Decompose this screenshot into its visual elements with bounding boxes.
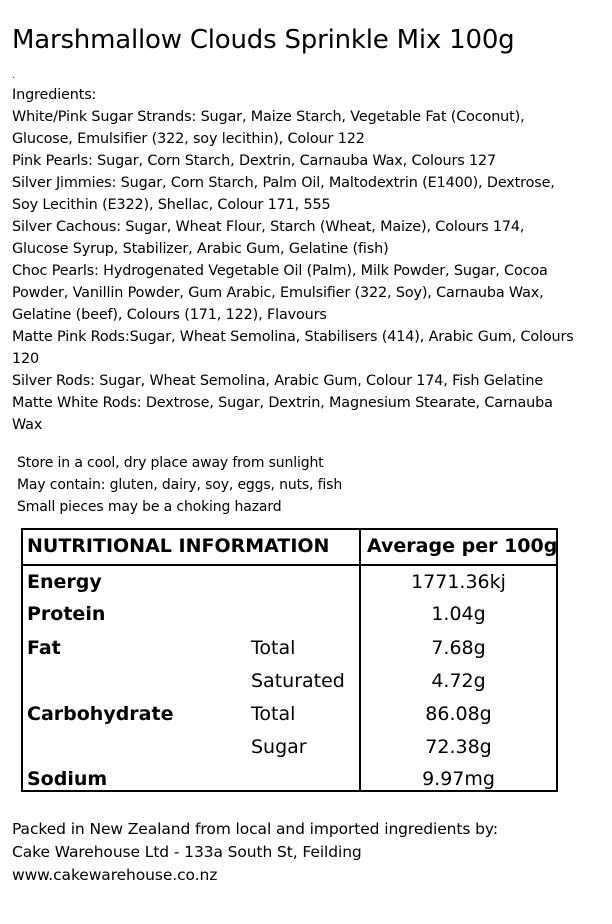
nutrition-row-carbohydrate-sugar [23,731,556,764]
allergen-line: May contain: gluten, dairy, soy, eggs, nuts, fish [17,477,343,493]
nutrition-row-energy [23,566,556,599]
product-title: Marshmallow Clouds Sprinkle Mix 100g [12,25,515,55]
nutrition-row-fat-total [23,632,556,665]
ingredient-line: 120 [12,351,40,367]
ingredient-line: Matte Pink Rods:Sugar, Wheat Semolina, Stabilisers (414), Arabic Gum, Colours [12,329,574,345]
nutrition-table [21,528,558,792]
storage-warnings [17,452,342,518]
nutrition-row-sodium [23,763,556,796]
storage-line: Store in a cool, dry place away from sunlight [17,455,324,471]
website-url: www.cakewarehouse.co.nz [12,866,218,884]
ingredients-section [12,84,597,436]
packed-in-line: Packed in New Zealand from local and imported ingredients by: [12,820,498,838]
ingredient-line: Glucose Syrup, Stabilizer, Arabic Gum, Gelatine (fish) [12,241,389,257]
nutrient-value: 1771.36kj [411,571,506,593]
nutrition-row-fat-saturated [23,665,556,698]
ingredient-line: Matte White Rods: Dextrose, Sugar, Dextrin, Magnesium Stearate, Carnauba [12,395,553,411]
company-address: Cake Warehouse Ltd - 133a South St, Feilding [12,843,362,861]
nutrition-header-row [23,530,556,566]
ingredient-line: Choc Pearls: Hydrogenated Vegetable Oil (Palm), Milk Powder, Sugar, Cocoa [12,263,548,279]
ingredient-line: Pink Pearls: Sugar, Corn Starch, Dextrin, Carnauba Wax, Colours 127 [12,153,497,169]
nutrient-label: Carbohydrate [27,703,174,725]
nutrient-value: 4.72g [431,670,486,692]
nutrition-row-carbohydrate-total [23,698,556,731]
ingredient-line: Powder, Vanillin Powder, Gum Arabic, Emulsifier (322, Soy), Carnauba Wax, [12,285,544,301]
nutrient-sublabel: Saturated [251,670,345,692]
ingredient-line: Wax [12,417,43,433]
choking-warning: Small pieces may be a choking hazard [17,499,282,515]
nutrient-value: 7.68g [431,637,486,659]
nutrition-header-per100g: Average per 100g [367,535,558,557]
nutrient-label: Sodium [27,768,108,790]
nutrient-label: Fat [27,637,61,659]
ingredient-line: Silver Rods: Sugar, Wheat Semolina, Arabic Gum, Colour 174, Fish Gelatine [12,373,544,389]
ingredient-line: Glucose, Emulsifier (322, soy lecithin), Colour 122 [12,131,365,147]
nutrient-value: 72.38g [425,736,492,758]
ingredients-heading: Ingredients: [12,87,97,103]
nutrient-label: Energy [27,571,102,593]
nutrient-label: Protein [27,603,106,625]
stray-mark: . [12,71,15,80]
nutrient-sublabel: Total [251,637,296,659]
ingredient-line: White/Pink Sugar Strands: Sugar, Maize Starch, Vegetable Fat (Coconut), [12,109,525,125]
ingredient-line: Silver Cachous: Sugar, Wheat Flour, Starch (Wheat, Maize), Colours 174, [12,219,525,235]
nutrition-row-protein [23,598,556,631]
nutrition-header-title: NUTRITIONAL INFORMATION [27,535,330,557]
packer-info [12,818,498,887]
ingredient-line: Soy Lecithin (E322), Shellac, Colour 171, 555 [12,197,331,213]
nutrient-value: 86.08g [425,703,492,725]
nutrient-value: 1.04g [431,603,486,625]
nutrient-value: 9.97mg [422,768,495,790]
ingredient-line: Gelatine (beef), Colours (171, 122), Flavours [12,307,327,323]
nutrient-sublabel: Sugar [251,736,307,758]
ingredient-line: Silver Jimmies: Sugar, Corn Starch, Palm Oil, Maltodextrin (E1400), Dextrose, [12,175,555,191]
nutrient-sublabel: Total [251,703,296,725]
